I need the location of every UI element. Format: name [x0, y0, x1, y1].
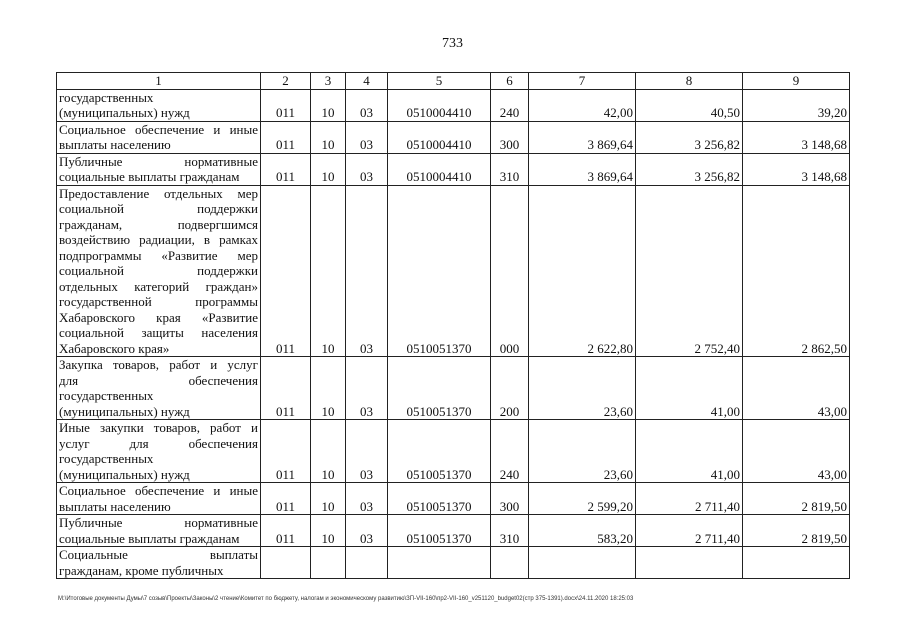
target-item-code: 0510004410	[388, 89, 491, 121]
section-code: 10	[311, 185, 346, 357]
row-description	[57, 547, 261, 579]
amount-year-3: 43,00	[743, 357, 850, 420]
amount-year-1: 23,60	[529, 420, 636, 483]
budget-table	[56, 72, 850, 579]
amount-year-2	[636, 547, 743, 579]
column-header-3: 3	[311, 73, 346, 90]
row-description	[57, 357, 261, 420]
section-code: 10	[311, 483, 346, 515]
ministry-code: 011	[261, 153, 311, 185]
description-line: Закупка товаров, работ и услуг	[59, 357, 258, 372]
expense-type-code: 000	[491, 185, 529, 357]
amount-year-3: 3 148,68	[743, 121, 850, 153]
section-code: 10	[311, 515, 346, 547]
description-line: государственных	[59, 451, 154, 466]
amount-year-3: 2 819,50	[743, 483, 850, 515]
row-description	[57, 89, 261, 121]
section-code: 10	[311, 89, 346, 121]
description-line: гражданам, кроме публичных	[59, 562, 224, 578]
description-line: Публичные нормативные	[59, 515, 258, 530]
row-description	[57, 483, 261, 515]
amount-year-2: 40,50	[636, 89, 743, 121]
expense-type-code: 300	[491, 121, 529, 153]
description-line: государственной программы	[59, 294, 258, 309]
expense-type-code: 310	[491, 153, 529, 185]
target-item-code	[388, 547, 491, 579]
description-line: (муниципальных) нужд	[59, 403, 190, 419]
description-line: (муниципальных) нужд	[59, 105, 190, 120]
amount-year-2: 41,00	[636, 357, 743, 420]
description-line: Иные закупки товаров, работ и	[59, 420, 258, 435]
description-line: выплаты населению	[59, 137, 171, 152]
target-item-code: 0510051370	[388, 357, 491, 420]
expense-type-code: 310	[491, 515, 529, 547]
subsection-code: 03	[346, 89, 388, 121]
column-header-5: 5	[388, 73, 491, 90]
amount-year-2: 41,00	[636, 420, 743, 483]
description-line: социальные выплаты гражданам	[59, 169, 240, 184]
amount-year-1: 3 869,64	[529, 153, 636, 185]
table-row	[57, 121, 850, 153]
ministry-code: 011	[261, 185, 311, 357]
amount-year-2: 3 256,82	[636, 121, 743, 153]
subsection-code: 03	[346, 357, 388, 420]
ministry-code: 011	[261, 121, 311, 153]
amount-year-1: 2 622,80	[529, 185, 636, 357]
section-code: 10	[311, 121, 346, 153]
table-row	[57, 185, 850, 357]
amount-year-3: 43,00	[743, 420, 850, 483]
subsection-code: 03	[346, 515, 388, 547]
section-code	[311, 547, 346, 579]
subsection-code: 03	[346, 121, 388, 153]
page-number: 733	[442, 36, 463, 51]
subsection-code: 03	[346, 420, 388, 483]
description-line: Публичные нормативные	[59, 153, 258, 169]
description-line: подпрограммы «Развитие мер	[59, 247, 258, 263]
column-header-2: 2	[261, 73, 311, 90]
description-line: социальной защиты населения	[59, 325, 258, 340]
description-line: Предоставление отдельных мер	[59, 185, 258, 201]
description-line: Социальное обеспечение и иные	[59, 121, 258, 137]
ministry-code: 011	[261, 483, 311, 515]
description-line: Социальные выплаты	[59, 547, 258, 562]
amount-year-1: 23,60	[529, 357, 636, 420]
target-item-code: 0510051370	[388, 185, 491, 357]
description-line: государственных	[59, 388, 154, 403]
target-item-code: 0510004410	[388, 121, 491, 153]
target-item-code: 0510051370	[388, 515, 491, 547]
target-item-code: 0510004410	[388, 153, 491, 185]
row-description	[57, 185, 261, 357]
table-row	[57, 153, 850, 185]
column-header-8: 8	[636, 73, 743, 90]
table-row	[57, 515, 850, 547]
description-line: Хабаровского края «Развитие	[59, 309, 258, 325]
amount-year-3: 2 819,50	[743, 515, 850, 547]
description-line: гражданам, подвергшимся	[59, 216, 258, 232]
ministry-code: 011	[261, 420, 311, 483]
row-description	[57, 153, 261, 185]
expense-type-code	[491, 547, 529, 579]
amount-year-2: 2 711,40	[636, 483, 743, 515]
amount-year-3: 3 148,68	[743, 153, 850, 185]
column-header-1: 1	[57, 73, 261, 90]
row-description	[57, 420, 261, 483]
table-row	[57, 483, 850, 515]
section-code: 10	[311, 357, 346, 420]
subsection-code: 03	[346, 185, 388, 357]
row-description	[57, 515, 261, 547]
description-line: социальные выплаты гражданам	[59, 530, 240, 546]
subsection-code	[346, 547, 388, 579]
expense-type-code: 240	[491, 89, 529, 121]
table-row	[57, 547, 850, 579]
column-header-4: 4	[346, 73, 388, 90]
table-row	[57, 89, 850, 121]
description-line: социальной поддержки	[59, 263, 258, 278]
expense-type-code: 300	[491, 483, 529, 515]
ministry-code: 011	[261, 515, 311, 547]
amount-year-1	[529, 547, 636, 579]
description-line: социальной поддержки	[59, 201, 258, 216]
description-line: услуг для обеспечения	[59, 435, 258, 451]
subsection-code: 03	[346, 483, 388, 515]
description-line: отдельных категорий граждан»	[59, 278, 258, 294]
column-header-7: 7	[529, 73, 636, 90]
description-line: воздействию радиации, в рамках	[59, 232, 258, 247]
amount-year-1: 42,00	[529, 89, 636, 121]
table-body	[57, 89, 850, 579]
amount-year-1: 583,20	[529, 515, 636, 547]
table-row	[57, 420, 850, 483]
amount-year-3: 39,20	[743, 89, 850, 121]
column-header-6: 6	[491, 73, 529, 90]
document-path-footer: M:\Итоговые документы Думы\7 созыв\Проекты\Законы\2 чтение\Комитет по бюджету, налогам и экономическому развитию\ЗП-VII-160\пр2-VII-160_v251120_budget02(стр 375-1391).docx\24.11.2020 18:25:03	[58, 596, 634, 602]
expense-type-code: 240	[491, 420, 529, 483]
ministry-code: 011	[261, 89, 311, 121]
description-line: Хабаровского края»	[59, 340, 170, 356]
amount-year-2: 2 711,40	[636, 515, 743, 547]
amount-year-1: 2 599,20	[529, 483, 636, 515]
section-code: 10	[311, 153, 346, 185]
ministry-code: 011	[261, 357, 311, 420]
description-line: государственных	[59, 89, 154, 105]
target-item-code: 0510051370	[388, 420, 491, 483]
table-row	[57, 357, 850, 420]
amount-year-3	[743, 547, 850, 579]
description-line: выплаты населению	[59, 498, 171, 514]
amount-year-1: 3 869,64	[529, 121, 636, 153]
amount-year-2: 2 752,40	[636, 185, 743, 357]
subsection-code: 03	[346, 153, 388, 185]
amount-year-3: 2 862,50	[743, 185, 850, 357]
description-line: Социальное обеспечение и иные	[59, 483, 258, 498]
row-description	[57, 121, 261, 153]
header-row	[57, 73, 850, 90]
column-header-9: 9	[743, 73, 850, 90]
description-line: для обеспечения	[59, 372, 258, 388]
amount-year-2: 3 256,82	[636, 153, 743, 185]
section-code: 10	[311, 420, 346, 483]
ministry-code	[261, 547, 311, 579]
target-item-code: 0510051370	[388, 483, 491, 515]
expense-type-code: 200	[491, 357, 529, 420]
description-line: (муниципальных) нужд	[59, 466, 190, 482]
